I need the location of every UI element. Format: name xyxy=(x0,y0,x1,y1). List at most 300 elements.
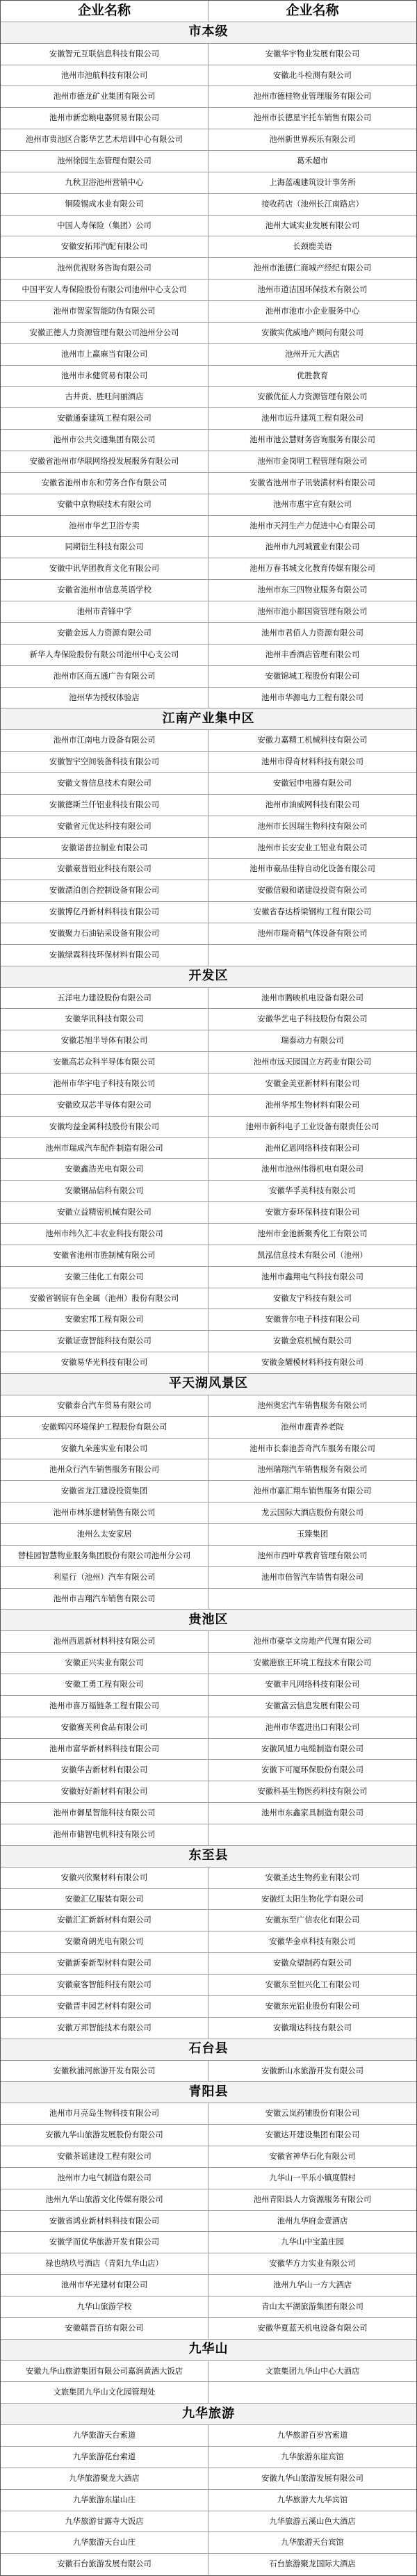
company-name-left: 安徽工勇工程有限公司 xyxy=(1,1674,208,1695)
company-name-left: 中国人寿保险（集团）公司 xyxy=(1,216,208,236)
company-name-left: 安徽泰合汽车贸易有限公司 xyxy=(1,1395,208,1416)
table-row xyxy=(1,558,416,580)
company-name-left: 九华旅游甘露寺大饭店 xyxy=(1,2511,208,2532)
company-name-right: 安徽东至广信农化有限公司 xyxy=(265,1915,360,1925)
table-row xyxy=(1,2189,416,2211)
table-row xyxy=(1,1181,416,1202)
company-name-left: 九华旅游东崖山庄 xyxy=(1,2490,208,2511)
company-name-right: 池州市天河生产力促进中心有限公司 xyxy=(250,521,375,530)
company-name-left: 安徽辉闪环境保护工程股份有限公司 xyxy=(1,1417,208,1438)
company-name-left: 安徽三佳化工有限公司 xyxy=(1,1267,208,1288)
company-name-left: 安徽汇亿服装有限公司 xyxy=(1,1889,208,1910)
section-title: 九华山 xyxy=(188,2342,229,2357)
company-name-left: 九华旅游聚龙大酒店 xyxy=(1,2468,208,2489)
company-name-left: 安徽钢品信科有限公司 xyxy=(1,1181,208,1201)
table-row xyxy=(1,880,416,902)
company-name-right xyxy=(208,1589,416,1610)
table-row xyxy=(1,2125,416,2146)
company-name-right: 优胜教育 xyxy=(296,371,329,380)
table-row xyxy=(1,1095,416,1117)
company-name-left: 池州么太安家居 xyxy=(1,1524,208,1545)
company-name-right: 池州市得奇材料科技有限公司 xyxy=(261,757,363,767)
section-title: 东至县 xyxy=(188,1848,229,1863)
company-name-right: 安徽众望制药有限公司 xyxy=(273,1959,352,1968)
company-name-right: 安徽富云信息发展有限公司 xyxy=(265,1701,360,1710)
header-left: 企业名称 xyxy=(1,1,208,22)
company-name-left: 池州市区商五通广告有限公司 xyxy=(1,666,208,687)
company-name-left: 九秋卫浴池州营销中心 xyxy=(1,172,208,193)
company-name-left: 安徽万邦智能技术有限公司 xyxy=(1,2018,208,2039)
table-row xyxy=(1,1546,416,1567)
table-row xyxy=(1,1288,416,1310)
company-name-left: 池州市德龙矿业集团有限公司 xyxy=(1,86,208,107)
company-name-left: 安徽聚力石油钻采设备有限公司 xyxy=(1,923,208,944)
company-name-left: 池州众行汽车销售服务有限公司 xyxy=(1,1459,208,1480)
company-name-left: 安徽豪客智能科技有限公司 xyxy=(1,1975,208,1995)
company-name-right: 池州市油威网科技有限公司 xyxy=(265,800,360,809)
company-name-left: 安徽宏邦工程有限公司 xyxy=(1,1309,208,1330)
table-row xyxy=(1,1267,416,1288)
company-name-left: 安徽秋浦河旅游开发有限公司 xyxy=(1,2061,208,2082)
company-name-left: 池州市池航科技有限公司 xyxy=(1,65,208,86)
company-name-left: 安徽九华山旅游发展股份有限公司 xyxy=(1,2125,208,2146)
table-row xyxy=(1,1117,416,1138)
company-name-right: 九华山中宝盈庄园 xyxy=(281,2237,344,2247)
company-name-right: 池州市金岗明工程管理有限公司 xyxy=(257,457,368,467)
company-name-left: 安徽省池州市东和劳务合作有限公司 xyxy=(1,473,208,494)
company-name-right: 池州市东鑫家具制造有限公司 xyxy=(261,1808,363,1818)
table-row xyxy=(1,2554,416,2575)
company-name-left: 安徽省钢宸有色金属（池州）股份有限公司 xyxy=(1,1288,208,1309)
section-header xyxy=(1,966,416,988)
company-name-left: 安徽省池州市胜制械有限公司 xyxy=(1,1245,208,1266)
company-name-left: 池州市青锋中学 xyxy=(1,601,208,622)
company-name-left: 安徽正德人力资源管理有限公司池州分公司 xyxy=(1,323,208,343)
company-name-left: 安徽证壹智能科技有限公司 xyxy=(1,1331,208,1352)
company-name-left: 安徽通泰建筑工程有限公司 xyxy=(1,408,208,429)
company-name-left: 安徽兴欣聚材料有限公司 xyxy=(1,1868,208,1888)
section-title: 九华旅游 xyxy=(182,2406,235,2421)
table-row xyxy=(1,1803,416,1824)
company-name-right: 安徽瑞达科技有限公司 xyxy=(273,2023,352,2032)
company-name-left: 利星行（池州）汽车有限公司 xyxy=(1,1567,208,1588)
company-name-left: 池州市吉翔汽车销售有限公司 xyxy=(1,1589,208,1610)
company-name-left: 新华人寿保险股份有限公司池州中心支公司 xyxy=(1,645,208,665)
company-name-left: 安徽省池州市华联网络投发展服务有限公司 xyxy=(1,451,208,472)
company-name-right: 九华旅游东崖宾馆 xyxy=(281,2452,344,2461)
table-row xyxy=(1,2532,416,2554)
table-row xyxy=(1,2361,416,2383)
company-name-right: 池州开元大酒店 xyxy=(284,349,341,359)
table-row xyxy=(1,923,416,945)
company-name-left: 池州市华光建材有限公司 xyxy=(1,2275,208,2296)
company-name-left: 安徽省元优达科技有限公司 xyxy=(1,816,208,837)
table-row xyxy=(1,730,416,752)
company-name-left: 安徽鑫浩光电有限公司 xyxy=(1,1159,208,1180)
company-name-right: 安徽信毅和诺建设投资有限公司 xyxy=(257,886,368,896)
company-name-left: 安徽金远人力资源有限公司 xyxy=(1,623,208,644)
company-name-right: 池州新世界疾乐有限公司 xyxy=(269,135,356,145)
table-row xyxy=(1,494,416,516)
table-row xyxy=(1,688,416,709)
company-name-left: 安徽九华山旅游集团有限公司嘉润黄酒大饭店 xyxy=(1,2361,208,2382)
company-name-left: 安徽赣晋百纺有限公司 xyxy=(1,2318,208,2339)
company-name-right: 池州市西叶草教育管理有限公司 xyxy=(257,1550,368,1560)
company-name-right: 池州市腾映机电设备有限公司 xyxy=(261,993,363,1003)
table-row xyxy=(1,2275,416,2296)
company-name-right: 安徽云岚药铺股份有限公司 xyxy=(265,2109,360,2119)
company-name-left: 安徽高芯众科半导体有限公司 xyxy=(1,1052,208,1073)
company-name-left: 安徽德斯兰仟铝业科技有限公司 xyxy=(1,795,208,816)
company-name-right: 池州奥宏汽车销售服务有限公司 xyxy=(257,1400,368,1410)
company-name-left: 池州九华山旅游文化传媒有限公司 xyxy=(1,2189,208,2210)
table-row xyxy=(1,580,416,601)
company-name-right: 青山太平湖旅游集团有限公司 xyxy=(261,2301,363,2311)
table-row xyxy=(1,280,416,301)
company-name-right: 接收药店（池州长江南路店） xyxy=(261,199,363,209)
company-name-left: 池州市力电气制造有限公司 xyxy=(1,2168,208,2189)
company-name-right: 安徽锦城工程股份有限公司 xyxy=(265,671,360,681)
table-row xyxy=(1,258,416,280)
table-row xyxy=(1,1760,416,1781)
table-row xyxy=(1,473,416,494)
company-name-right: 池州市金池新聚秀化工有限公司 xyxy=(257,1229,368,1238)
table-row xyxy=(1,301,416,323)
table-row xyxy=(1,86,416,108)
company-name-right: 池州市瑞奇精气体设备有限公司 xyxy=(257,928,368,938)
company-name-right: 池州九华府金壹酒店 xyxy=(277,2216,348,2226)
table-row xyxy=(1,1931,416,1953)
table-row xyxy=(1,344,416,366)
company-name-right: 池州市池小都国资管理有限公司 xyxy=(257,607,368,617)
company-name-left: 安徽新泰新型材料有限公司 xyxy=(1,1953,208,1974)
company-name-left: 安徽正兴实业有限公司 xyxy=(1,1653,208,1674)
table-row xyxy=(1,1159,416,1181)
table-row xyxy=(1,387,416,408)
company-name-right: 池州市长安安业工铝业有限公司 xyxy=(257,843,368,852)
section-header xyxy=(1,1374,416,1395)
company-name-right: 长颈鹿美语 xyxy=(293,242,332,252)
company-name-left: 安徽智元互联信息科技有限公司 xyxy=(1,44,208,65)
company-name-right: 池州市嘉汇翔车销售服务有限公司 xyxy=(253,1487,372,1496)
company-name-left: 安徽华吉新材料有限公司 xyxy=(1,1760,208,1781)
company-name-right: 安徽金宸机械有限公司 xyxy=(273,1336,352,1346)
company-name-right: 安徽冠申电器有限公司 xyxy=(273,778,352,788)
company-name-right: 凯泓信息技术有限公司（池州） xyxy=(257,1250,368,1260)
company-name-right: 池州亿恩网络科技有限公司 xyxy=(265,1143,360,1153)
table-row xyxy=(1,1889,416,1911)
company-name-right: 九华旅游大九华宾馆 xyxy=(277,2495,348,2504)
company-name-left: 安徽芯旭半导体有限公司 xyxy=(1,1030,208,1051)
table-row xyxy=(1,44,416,65)
company-name-right: 九华旅游五溪山色大酒店 xyxy=(269,2516,356,2526)
company-name-right: 安徽华宇物业发展有限公司 xyxy=(265,49,360,58)
table-row xyxy=(1,816,416,838)
company-name-right: 文旅集团九华山中心大酒店 xyxy=(265,2366,360,2376)
company-name-left: 安徽九朵莲实业有限公司 xyxy=(1,1439,208,1459)
company-name-right: 池州市君佰人力资源有限公司 xyxy=(261,628,363,638)
table-row xyxy=(1,1589,416,1610)
company-name-right: 池州市德桂物业管理服务有限公司 xyxy=(253,92,372,102)
table-row xyxy=(1,516,416,537)
table-row xyxy=(1,129,416,151)
company-name-left: 安徽茶谣建设工程有限公司 xyxy=(1,2146,208,2167)
table-row xyxy=(1,2447,416,2468)
company-name-right: 安徽普尔电子科技有限公司 xyxy=(265,1315,360,1325)
company-name-left: 池州市新恋粮电器贸易有限公司 xyxy=(1,108,208,129)
company-name-left: 安徽豪普铝业科技有限公司 xyxy=(1,859,208,880)
company-name-right: 安徽金耀模材料科技有限公司 xyxy=(261,1358,363,1368)
company-name-right: 安徽东至恒兴化工有限公司 xyxy=(265,1980,360,1990)
table-row xyxy=(1,1996,416,2018)
table-row xyxy=(1,151,416,172)
company-name-right: 池州市池州伟得机电有限公司 xyxy=(261,1165,363,1174)
company-name-right: 安徽方泰环保科技有限公司 xyxy=(265,1208,360,1217)
company-name-left: 安徽学而优华旅游开发有限公司 xyxy=(1,2232,208,2253)
table-header xyxy=(1,1,416,22)
table-row xyxy=(1,2382,416,2404)
company-name-right xyxy=(208,945,416,966)
section-header xyxy=(1,2340,416,2361)
company-name-right: 安徽九华山旅游发展有限公司 xyxy=(261,2473,363,2483)
company-name-left: 九华旅游天台山庄 xyxy=(1,2532,208,2553)
company-name-right: 池州华邦生物材料有限公司 xyxy=(265,1100,360,1110)
company-name-right: 安徽下可厦环保股份有限公司 xyxy=(261,1765,363,1775)
header-right: 企业名称 xyxy=(286,2,339,18)
section-header xyxy=(1,22,416,44)
company-name-left: 替桂园智慧物业服务集团股份有限公司池州分公司 xyxy=(1,1546,208,1566)
table-row xyxy=(1,2018,416,2039)
company-name-right: 池州市豪享文房地产代理有限公司 xyxy=(253,1637,372,1646)
company-name-left: 池州市喜万福链条工程有限公司 xyxy=(1,1696,208,1717)
company-name-left: 禄也纳玖号酒店（青阳九华山店） xyxy=(1,2253,208,2274)
table-row xyxy=(1,1674,416,1696)
company-name-right: 九华山一平乐小镇度假村 xyxy=(269,2173,356,2182)
company-name-right: 池州大诚实业发展有限公司 xyxy=(265,220,360,230)
company-name-right: 安徽金美亚新材料有限公司 xyxy=(265,1078,360,1088)
table-row xyxy=(1,1309,416,1331)
company-name-left: 池州市月亮岛生物科技有限公司 xyxy=(1,2103,208,2124)
company-name-right: 安徽达开建设集团有限公司 xyxy=(265,2130,360,2140)
section-header xyxy=(1,1846,416,1868)
table-row xyxy=(1,645,416,666)
company-name-right: 安徽科基生物医药科技有限公司 xyxy=(257,1787,368,1797)
company-name-left: 安徽晋丰园艺材料有限公司 xyxy=(1,1996,208,2017)
table-row xyxy=(1,2253,416,2275)
company-name-right: 池州市长因瑞生物科技有限公司 xyxy=(257,821,368,831)
company-name-right: 池州市池德仁商城产经纪有限公司 xyxy=(253,264,372,273)
company-name-right: 安徽华孚美科技有限公司 xyxy=(269,1186,356,1196)
company-name-left: 安徽博亿丹新材料科技有限公司 xyxy=(1,902,208,923)
company-name-right: 瑞泰动力有限公司 xyxy=(281,1036,344,1046)
company-name-left: 池州市上赢麻当有限公司 xyxy=(1,344,208,365)
company-name-right: 玉臻集团 xyxy=(296,1530,329,1539)
company-name-right: 安徽省池州市子讯装潢材料有限公司 xyxy=(250,478,375,487)
table-row xyxy=(1,451,416,473)
company-name-left: 池州华为授权体验店 xyxy=(1,688,208,708)
company-name-left: 九华山旅游学校 xyxy=(1,2296,208,2317)
company-name-right: 安徽实优威地产顾问有限公司 xyxy=(261,327,363,337)
company-name-left: 安徽绿霖科技环保材料有限公司 xyxy=(1,945,208,966)
table-row xyxy=(1,1074,416,1095)
company-name-right: 池州市远天园国立方药业有限公司 xyxy=(253,1058,372,1067)
table-row xyxy=(1,172,416,194)
company-name-left: 同期衍生科技有限公司 xyxy=(1,537,208,558)
company-name-left: 安徽省鸿业新材料科技有限公司 xyxy=(1,2211,208,2232)
table-row xyxy=(1,408,416,430)
table-row xyxy=(1,1439,416,1460)
company-name-right: 池州市九河城置业有限公司 xyxy=(265,542,360,552)
company-name-left: 池州市智家智能防伪有限公司 xyxy=(1,301,208,322)
table-row xyxy=(1,2296,416,2318)
company-name-left: 安徽奇朗光电有限公司 xyxy=(1,1931,208,1952)
section-title: 青阳县 xyxy=(188,2084,229,2099)
table-row xyxy=(1,1910,416,1931)
table-row xyxy=(1,1739,416,1760)
company-name-right: 安徽华艺电子科技股份有限公司 xyxy=(257,1014,368,1024)
section-header xyxy=(1,1610,416,1631)
company-name-right: 池州九华山一方大酒店 xyxy=(273,2281,352,2290)
company-name-left: 安徽均益金属科技股份有限公司 xyxy=(1,1117,208,1137)
company-name-left: 安徽智宇空间装备科技有限公司 xyxy=(1,752,208,772)
table-row xyxy=(1,1138,416,1160)
table-row xyxy=(1,537,416,558)
table-row xyxy=(1,1352,416,1374)
company-name-right: 池州青阳县人力资源服务有限公司 xyxy=(253,2194,372,2204)
company-name-right: 石台旅游聚龙国际大酒店 xyxy=(269,2559,356,2569)
company-name-left: 池州市御星智能科技有限公司 xyxy=(1,1803,208,1824)
company-name-right: 上海蓝魂建筑设计事务所 xyxy=(269,177,356,187)
company-name-left: 安徽文普信息技术有限公司 xyxy=(1,773,208,794)
table-row xyxy=(1,1653,416,1674)
company-name-left: 古井贡、胜旺问丽酒店 xyxy=(1,387,208,407)
table-row xyxy=(1,1202,416,1224)
company-name-right: 安徽省春达桥梁钢构工程有限公司 xyxy=(253,907,372,917)
table-row xyxy=(1,2232,416,2253)
table-row xyxy=(1,1781,416,1803)
company-name-right: 池州市长泰池荟奇汽车服务有限公司 xyxy=(250,1443,375,1453)
table-row xyxy=(1,2490,416,2511)
table-row xyxy=(1,236,416,258)
company-name-right: 安徽优征人力资源管理有限公司 xyxy=(257,392,368,402)
company-name-right: 池州市池市小企业服务中心 xyxy=(265,307,360,316)
company-name-left: 文旅集团九华山文化园管理处 xyxy=(1,2382,208,2403)
table-row xyxy=(1,1331,416,1352)
company-name-right: 安徽华方力实业有限公司 xyxy=(269,2259,356,2269)
table-row xyxy=(1,2318,416,2340)
table-row xyxy=(1,601,416,623)
company-name-right: 池州丰香酒店管理有限公司 xyxy=(265,649,360,659)
table-row xyxy=(1,988,416,1010)
company-name-left: 安徽汇汇新新材料有限公司 xyxy=(1,1910,208,1931)
company-name-right: 安徽红太阳生物化学有限公司 xyxy=(261,1894,363,1904)
table-row xyxy=(1,1524,416,1546)
company-name-right: 池州市道洁国环保技术有限公司 xyxy=(257,285,368,295)
table-row xyxy=(1,623,416,645)
table-row xyxy=(1,859,416,880)
table-row xyxy=(1,666,416,688)
company-name-right: 安徽省神华石化有限公司 xyxy=(269,2151,356,2161)
company-name-right: 安徽东光铝业股份有限公司 xyxy=(265,2001,360,2011)
table-row xyxy=(1,1868,416,1889)
table-row xyxy=(1,1224,416,1245)
company-name-right xyxy=(208,1824,416,1845)
company-name-left: 池州徐园生态管理有限公司 xyxy=(1,151,208,172)
table-row xyxy=(1,1717,416,1739)
table-row xyxy=(1,1417,416,1439)
table-row xyxy=(1,1395,416,1417)
company-name-left: 安徽省龙江建设投资集团 xyxy=(1,1481,208,1502)
section-title: 开发区 xyxy=(188,969,229,984)
company-name-left: 安徽漂泊创合控制设备有限公司 xyxy=(1,880,208,901)
company-name-right: 安徽力嘉精工机械科技有限公司 xyxy=(257,736,368,745)
table-row xyxy=(1,1030,416,1052)
company-name-left: 九华旅游花台索道 xyxy=(1,2447,208,2468)
company-name-right: 安徽圣达生物药业有限公司 xyxy=(265,1872,360,1882)
company-name-left: 池州市林乐建材销售有限公司 xyxy=(1,1502,208,1523)
company-name-right: 安徽友宁科技有限公司 xyxy=(273,1293,352,1303)
company-name-right: 池州万春书城文化教育传媒有限公司 xyxy=(250,564,375,574)
company-name-right: 安徽港旅王环境工程技术有限公司 xyxy=(253,1658,372,1668)
company-name-left: 安徽好好新材料有限公司 xyxy=(1,1781,208,1802)
table-row xyxy=(1,945,416,966)
company-name-left: 池州市富华新材料科技有限公司 xyxy=(1,1739,208,1760)
table-row xyxy=(1,1052,416,1074)
company-name-left: 池州优视财务咨询有限公司 xyxy=(1,258,208,279)
company-name-left: 池州市瑞成汽车配件制造有限公司 xyxy=(1,1138,208,1159)
company-name-right: 池州市远升建筑工程有限公司 xyxy=(261,414,363,423)
table-row xyxy=(1,323,416,344)
company-name-right: 九华旅游天台宾馆 xyxy=(281,2538,344,2547)
company-name-left: 池州市永健贸易有限公司 xyxy=(1,366,208,387)
company-name-left: 九华旅游天台索道 xyxy=(1,2425,208,2446)
company-name-right: 安徽北斗检测有限公司 xyxy=(273,70,352,80)
company-name-left: 安徽中京物联技术有限公司 xyxy=(1,494,208,515)
table-row xyxy=(1,1245,416,1267)
company-name-left: 池州市贵池区合影华艺艺术培训中心有限公司 xyxy=(1,129,208,150)
company-name-left: 池州市纬久汇丰农业科技有限公司 xyxy=(1,1224,208,1245)
table-row xyxy=(1,108,416,129)
section-header xyxy=(1,2082,416,2103)
company-name-left: 安徽中讯华团教育文化有限公司 xyxy=(1,558,208,579)
table-row xyxy=(1,430,416,451)
table-row xyxy=(1,1009,416,1030)
table-row xyxy=(1,838,416,859)
table-row xyxy=(1,1567,416,1589)
company-name-right: 九华旅游百岁宫索道 xyxy=(277,2431,348,2440)
company-name-right: 池州市华霆进出口有限公司 xyxy=(265,1722,360,1732)
company-name-left: 池州市华宇电子科技有限公司 xyxy=(1,1074,208,1094)
section-header xyxy=(1,2039,416,2061)
section-title: 江南产业集中区 xyxy=(162,711,255,726)
company-name-left: 中国平安人寿保险股份有限公司池州中心支公司 xyxy=(1,280,208,300)
company-name-right: 池州市池公慧财务咨询服务有限公司 xyxy=(250,435,375,445)
company-name-right: 池州市鹿青养老院 xyxy=(281,1422,344,1432)
company-name-left: 池州西恩新材料科技有限公司 xyxy=(1,1631,208,1652)
section-title: 市本级 xyxy=(188,24,229,40)
company-name-right: 池州市豪品佳特自动化设备有限公司 xyxy=(250,864,375,874)
company-name-right: 池州瑞翔汽车销售服务有限公司 xyxy=(257,1465,368,1475)
section-title: 贵池区 xyxy=(188,1612,229,1627)
company-name-right: 葛禾超市 xyxy=(296,156,329,166)
company-name-right: 安徽华夏蓝天机电设备有限公司 xyxy=(257,2323,368,2333)
table-row xyxy=(1,773,416,795)
section-title: 石台县 xyxy=(188,2041,229,2057)
table-row xyxy=(1,216,416,237)
section-title: 平天湖风景区 xyxy=(169,1376,248,1391)
company-name-left: 安徽立益精密机械有限公司 xyxy=(1,1202,208,1223)
table-row xyxy=(1,194,416,216)
